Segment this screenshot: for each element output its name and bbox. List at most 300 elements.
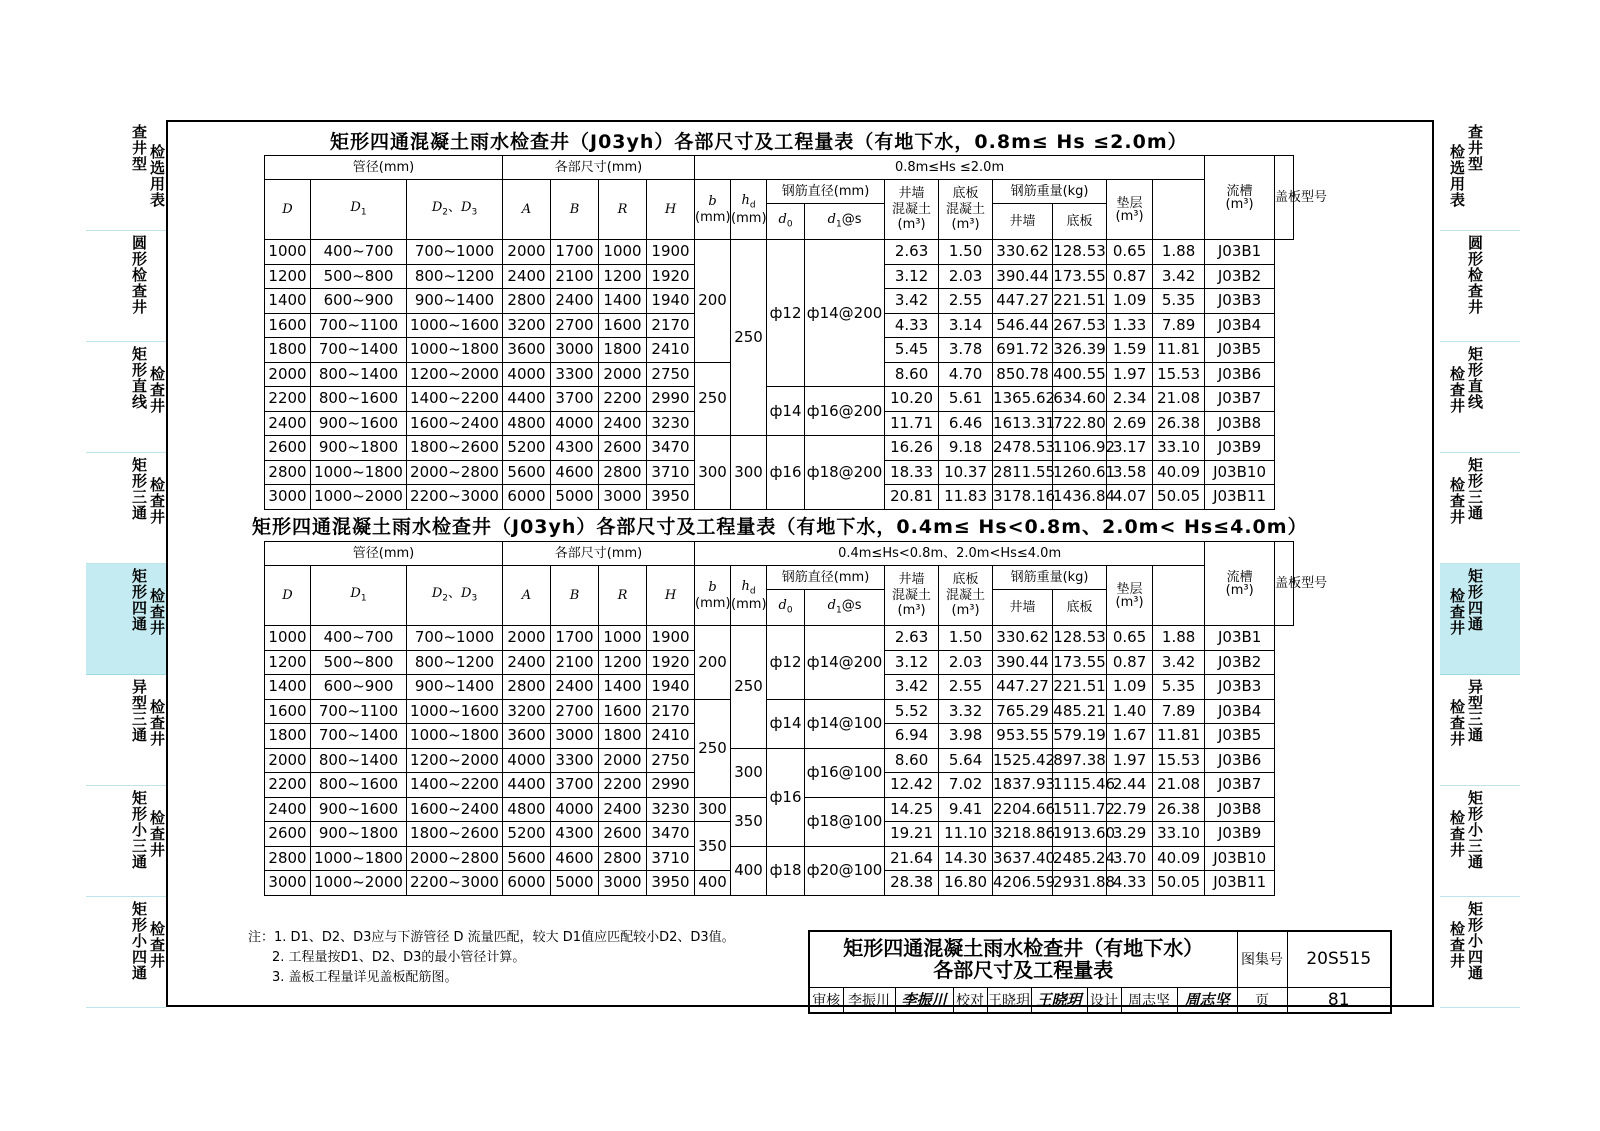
table-cell: 1260.61 (1053, 460, 1107, 485)
table-cell: 2400 (551, 289, 599, 314)
table-cell: 3700 (551, 773, 599, 798)
b-cell: 200 (695, 626, 731, 700)
table-cell: 2.44 (1107, 773, 1153, 798)
col-header-d0: $d_0$ (767, 204, 805, 240)
table-cell: 5000 (551, 871, 599, 896)
table-cell: 2811.55 (993, 460, 1053, 485)
table-cell: 3.12 (885, 264, 939, 289)
table-cell: 4800 (503, 411, 551, 436)
col-header-a: A (503, 180, 551, 240)
table-cell: 6.46 (939, 411, 993, 436)
table-cell: 2000~2800 (407, 846, 503, 871)
table-cell: 20.81 (885, 485, 939, 510)
table-cell: 2000 (503, 626, 551, 651)
table-cell: 546.44 (993, 313, 1053, 338)
table-cell: 2000 (265, 748, 311, 773)
col-header-d: D (265, 180, 311, 240)
dims-header: 各部尺寸(mm) (503, 156, 695, 180)
table-cell: 16.80 (939, 871, 993, 896)
table-cell: J03B1 (1205, 626, 1275, 651)
table-cell: 1365.62 (993, 387, 1053, 412)
table-cell: 3950 (647, 871, 695, 896)
table-cell: 4800 (503, 797, 551, 822)
table-cell: 2.63 (885, 240, 939, 265)
table-cell: 3.42 (885, 675, 939, 700)
index-tab-3[interactable] (1440, 453, 1520, 564)
table-cell: 2000~2800 (407, 460, 503, 485)
table-cell: 1400 (599, 289, 647, 314)
table-cell: 5.35 (1153, 289, 1205, 314)
table-cell: 11.81 (1153, 338, 1205, 363)
index-tab-0[interactable] (1440, 120, 1520, 231)
table-cell: J03B4 (1205, 699, 1275, 724)
hd-cell: 250 (731, 240, 767, 436)
table-cell: 16.26 (885, 436, 939, 461)
index-tab-7[interactable] (1440, 897, 1520, 1008)
col-header-h: H (647, 180, 695, 240)
table-cell: 2000 (503, 240, 551, 265)
table-cell: J03B8 (1205, 411, 1275, 436)
table-cell: 3637.40 (993, 846, 1053, 871)
table-cell: 267.53 (1053, 313, 1107, 338)
table-cell: 1.88 (1153, 626, 1205, 651)
table-cell: 1.33 (1107, 313, 1153, 338)
table-cell: 3.14 (939, 313, 993, 338)
table-cell: 2750 (647, 748, 695, 773)
table-cell: 2800 (503, 675, 551, 700)
table-cell: 3.70 (1107, 846, 1153, 871)
table-cell: 4300 (551, 436, 599, 461)
table-cell: 1800 (265, 338, 311, 363)
d1s-cell: ф18@200 (805, 436, 885, 510)
table-cell: 3178.16 (993, 485, 1053, 510)
col-header-b: b (mm) (695, 180, 731, 240)
atlas-number: 20S515 (1287, 931, 1391, 987)
table-cell: 400~700 (311, 626, 407, 651)
table-cell: 5200 (503, 436, 551, 461)
table-cell: 2000 (265, 362, 311, 387)
table-cell: 1.50 (939, 626, 993, 651)
index-tab-1[interactable] (1440, 231, 1520, 342)
table-cell: J03B9 (1205, 822, 1275, 847)
table-cell: 2990 (647, 773, 695, 798)
design-label: 设计 (1087, 987, 1121, 1013)
index-tab-label-primary: 矩形直线 (1466, 346, 1484, 410)
table-cell: 3710 (647, 846, 695, 871)
table-cell: 2800 (599, 846, 647, 871)
d0-cell: ф12 (767, 240, 805, 387)
index-tab-label-primary: 矩形小三通 (130, 790, 148, 870)
table-cell: 4206.59 (993, 871, 1053, 896)
d0-cell: ф12 (767, 626, 805, 700)
index-tab-4[interactable] (86, 564, 166, 675)
table-cell: 3.42 (1153, 650, 1205, 675)
table-cell: 3950 (647, 485, 695, 510)
d1s-cell: ф14@200 (805, 626, 885, 700)
table-cell: 28.38 (885, 871, 939, 896)
index-tab-6[interactable] (1440, 786, 1520, 897)
table-cell: 14.30 (939, 846, 993, 871)
table-row (265, 748, 1294, 773)
b-cell: 350 (695, 822, 731, 871)
col-header-d1s: $d_1@s$ (805, 204, 885, 240)
table-cell: 3000 (551, 338, 599, 363)
table-cell: 953.55 (993, 724, 1053, 749)
table-cell: 900~1800 (311, 436, 407, 461)
table-cell: 1000 (265, 626, 311, 651)
table-cell: 2400 (599, 411, 647, 436)
table-row (265, 387, 1294, 412)
index-tab-2[interactable] (1440, 342, 1520, 453)
table-cell: 12.42 (885, 773, 939, 798)
index-tab-5[interactable] (1440, 675, 1520, 786)
table-cell: 850.78 (993, 362, 1053, 387)
table-row (265, 699, 1294, 724)
table-cell: 2600 (599, 822, 647, 847)
table-cell: 800~1600 (311, 773, 407, 798)
d1s-cell: ф14@200 (805, 240, 885, 387)
rebar-dia-header: 钢筋直径(mm) (767, 566, 885, 590)
table-cell: 21.64 (885, 846, 939, 871)
table-cell: 2600 (265, 822, 311, 847)
table-cell: 2485.24 (1053, 846, 1107, 871)
index-tab-2[interactable] (86, 342, 166, 453)
index-tab-3[interactable] (86, 453, 166, 564)
col-header-d23: $D_2$、$D_3$ (407, 566, 503, 626)
table-cell: J03B10 (1205, 846, 1275, 871)
table-cell: 3600 (503, 724, 551, 749)
table-cell: 1400 (599, 675, 647, 700)
table-cell: 50.05 (1153, 485, 1205, 510)
col-header-r: R (599, 180, 647, 240)
table-cell: 1800 (599, 724, 647, 749)
table-cell: 7.89 (1153, 699, 1205, 724)
table-cell: 221.51 (1053, 675, 1107, 700)
table-cell: 1.09 (1107, 289, 1153, 314)
index-tab-label-primary: 圆形检查井 (130, 235, 148, 315)
table-cell: 2600 (599, 436, 647, 461)
table-cell: 40.09 (1153, 846, 1205, 871)
table-cell: 1115.46 (1053, 773, 1107, 798)
index-tab-label-primary: 矩形四通 (1466, 568, 1484, 632)
index-tab-label-secondary: 检查井 (148, 810, 166, 858)
table-cell: 3300 (551, 362, 599, 387)
index-tab-label-primary: 查井型 (130, 124, 148, 172)
table-cell: 897.38 (1053, 748, 1107, 773)
table-cell: 485.21 (1053, 699, 1107, 724)
note-2: 2. 工程量按D1、D2、D3的最小管径计算。 (272, 950, 526, 965)
table-cell: J03B4 (1205, 313, 1275, 338)
table-cell: 1800~2600 (407, 822, 503, 847)
table-cell: 1525.42 (993, 748, 1053, 773)
table-cell: 4400 (503, 773, 551, 798)
table-cell: 2700 (551, 699, 599, 724)
table-cell: 15.53 (1153, 362, 1205, 387)
table-cell: 390.44 (993, 264, 1053, 289)
d0-cell: ф14 (767, 699, 805, 748)
table-cell: J03B11 (1205, 485, 1275, 510)
table-cell: J03B8 (1205, 797, 1275, 822)
table-cell: 1106.92 (1053, 436, 1107, 461)
table-cell: 2.79 (1107, 797, 1153, 822)
table-cell: 3200 (503, 699, 551, 724)
col-header-d1: $D_1$ (311, 566, 407, 626)
checker-signature: 王晓玥 (1031, 987, 1087, 1013)
table-cell: 1600 (265, 699, 311, 724)
table-cell: 7.02 (939, 773, 993, 798)
table-cell: J03B6 (1205, 362, 1275, 387)
table-cell: 2200 (599, 773, 647, 798)
table-cell: 5.61 (939, 387, 993, 412)
col-header-wall-weight: 井墙 (993, 204, 1053, 240)
col-header-b: B (551, 566, 599, 626)
index-tab-label-primary: 矩形三通 (130, 457, 148, 521)
table-cell: 700~1100 (311, 699, 407, 724)
index-tab-label-primary: 矩形四通 (130, 568, 148, 632)
table-cell: 800~1400 (311, 362, 407, 387)
index-tab-label-primary: 圆形检查井 (1466, 235, 1484, 315)
table-cell: 2400 (551, 675, 599, 700)
index-tab-label-primary: 矩形三通 (1466, 457, 1484, 521)
table-cell: 1920 (647, 264, 695, 289)
col-header-h: H (647, 566, 695, 626)
b-cell: 250 (695, 699, 731, 797)
table-cell: 3.12 (885, 650, 939, 675)
index-tab-label-secondary: 检查井 (148, 921, 166, 969)
table-cell: 1000~1600 (407, 699, 503, 724)
table-cell: J03B2 (1205, 650, 1275, 675)
table-cell: 2000 (599, 748, 647, 773)
table-cell: 4300 (551, 822, 599, 847)
table-cell: 21.08 (1153, 773, 1205, 798)
index-tab-1[interactable] (86, 231, 166, 342)
table-cell: 11.81 (1153, 724, 1205, 749)
table-cell: 2.34 (1107, 387, 1153, 412)
table-cell: 2410 (647, 338, 695, 363)
table-cell: 1.88 (1153, 240, 1205, 265)
table-cell: 15.53 (1153, 748, 1205, 773)
table-cell: 800~1200 (407, 650, 503, 675)
table-cell: 1000 (599, 626, 647, 651)
table-cell: 5000 (551, 485, 599, 510)
table-cell: 1.40 (1107, 699, 1153, 724)
index-tab-label-secondary: 检查井 (1448, 588, 1466, 636)
table-cell: 900~1800 (311, 822, 407, 847)
table-cell: 5.52 (885, 699, 939, 724)
table-cell: 900~1400 (407, 289, 503, 314)
table1-title: 矩形四通混凝土雨水检查井（J03yh）各部尺寸及工程量表（有地下水，0.8m≤ Hs ≤2.0m） (330, 131, 1188, 153)
table-cell: J03B5 (1205, 724, 1275, 749)
table-cell: 3.29 (1107, 822, 1153, 847)
d1s-cell: ф20@100 (805, 846, 885, 895)
table-cell: 1.59 (1107, 338, 1153, 363)
table-cell: 2700 (551, 313, 599, 338)
reviewer-name: 李振川 (843, 987, 895, 1013)
table-cell: 1.97 (1107, 362, 1153, 387)
index-tab-5[interactable] (86, 675, 166, 786)
table-cell: 2200 (265, 387, 311, 412)
table-cell: 3470 (647, 436, 695, 461)
table-cell: 2100 (551, 650, 599, 675)
well-concrete-header: 井墙 混凝土 (m³) (885, 180, 939, 240)
table2 (264, 541, 1328, 896)
d0-cell: ф16 (767, 436, 805, 510)
table-cell: 3230 (647, 411, 695, 436)
checker-name: 王晓玥 (987, 987, 1031, 1013)
note-3: 3. 盖板工程量详见盖板配筋图。 (272, 970, 458, 985)
table-cell: 0.65 (1107, 626, 1153, 651)
table-cell: 2990 (647, 387, 695, 412)
table-cell: 5600 (503, 460, 551, 485)
table-cell: 6.94 (885, 724, 939, 749)
table-cell: 3.42 (885, 289, 939, 314)
table-cell: 2.55 (939, 675, 993, 700)
table-cell: 33.10 (1153, 436, 1205, 461)
index-tab-label-primary: 矩形小三通 (1466, 790, 1484, 870)
table-cell: 1800 (599, 338, 647, 363)
table-cell: 1436.84 (1053, 485, 1107, 510)
table-cell: 3.17 (1107, 436, 1153, 461)
d0-cell: ф14 (767, 387, 805, 436)
table-cell: 1800~2600 (407, 436, 503, 461)
index-tab-0[interactable] (86, 120, 166, 231)
table-cell: 10.37 (939, 460, 993, 485)
table-cell: J03B10 (1205, 460, 1275, 485)
table1 (264, 155, 1328, 510)
check-label: 校对 (953, 987, 987, 1013)
hd-cell: 250 (731, 626, 767, 749)
table-cell: 1000~1600 (407, 313, 503, 338)
index-tab-4[interactable] (1440, 564, 1520, 675)
table-cell: 5.35 (1153, 675, 1205, 700)
table-cell: 3.78 (939, 338, 993, 363)
col-header-hd: $h_d$ (mm) (731, 180, 767, 240)
pipe-header: 管径(mm) (265, 156, 503, 180)
table-cell: 2600 (265, 436, 311, 461)
table-cell: 21.08 (1153, 387, 1205, 412)
table-cell: 2200~3000 (407, 485, 503, 510)
table-cell: 0.87 (1107, 650, 1153, 675)
table-cell: J03B2 (1205, 264, 1275, 289)
table-cell: 1000~1800 (311, 460, 407, 485)
table-cell: 40.09 (1153, 460, 1205, 485)
table-cell: 800~1400 (311, 748, 407, 773)
table-cell: 1000~1800 (407, 338, 503, 363)
index-tab-label-primary: 矩形小四通 (130, 901, 148, 981)
table-cell: 3000 (265, 871, 311, 896)
table-cell: 0.87 (1107, 264, 1153, 289)
table-cell: 2.03 (939, 264, 993, 289)
table-cell: 1600 (265, 313, 311, 338)
table-cell: 900~1400 (407, 675, 503, 700)
index-tab-label-primary: 查井型 (1466, 124, 1484, 172)
table-cell: 9.18 (939, 436, 993, 461)
table-cell: 4.33 (1107, 871, 1153, 896)
cushion-header: 垫层 (m³) (1107, 566, 1153, 626)
table-cell: 1.09 (1107, 675, 1153, 700)
table-cell: 10.20 (885, 387, 939, 412)
table-cell: 1400 (265, 675, 311, 700)
col-header-hd: $h_d$ (mm) (731, 566, 767, 626)
index-tab-label-secondary: 检查井 (1448, 810, 1466, 858)
table-cell: J03B3 (1205, 289, 1275, 314)
table-cell: 173.55 (1053, 264, 1107, 289)
table-cell: 3218.86 (993, 822, 1053, 847)
title-block (808, 930, 1392, 1014)
index-tab-7[interactable] (86, 897, 166, 1008)
table-cell: 447.27 (993, 675, 1053, 700)
col-header-b: b (mm) (695, 566, 731, 626)
table-cell: 579.19 (1053, 724, 1107, 749)
rebar-dia-header: 钢筋直径(mm) (767, 180, 885, 204)
pipe-header: 管径(mm) (265, 542, 503, 566)
table-cell: 1000 (265, 240, 311, 265)
table-cell: 800~1600 (311, 387, 407, 412)
table-cell: J03B5 (1205, 338, 1275, 363)
col-header-bottom-weight: 底板 (1053, 204, 1107, 240)
table-cell: 2200 (265, 773, 311, 798)
col-header-bottom-weight: 底板 (1053, 590, 1107, 626)
table-cell: 2400 (265, 411, 311, 436)
range-header: 0.4m≤Hs<0.8m、2.0m<Hs≤4.0m (695, 542, 1205, 566)
table-cell: 5.45 (885, 338, 939, 363)
table-cell: 4400 (503, 387, 551, 412)
table-cell: 2400 (265, 797, 311, 822)
table-cell: 2410 (647, 724, 695, 749)
table-cell: 1200 (265, 650, 311, 675)
table-cell: 447.27 (993, 289, 1053, 314)
table-cell: 50.05 (1153, 871, 1205, 896)
table-cell: 1200 (599, 264, 647, 289)
table-cell: 3.42 (1153, 264, 1205, 289)
table2-title: 矩形四通混凝土雨水检查井（J03yh）各部尺寸及工程量表（有地下水，0.4m≤ Hs<0.8m、2.0m< Hs≤4.0m） (252, 516, 1308, 538)
table-cell: 2478.53 (993, 436, 1053, 461)
col-header-d23: $D_2$、$D_3$ (407, 180, 503, 240)
index-tab-6[interactable] (86, 786, 166, 897)
table-cell: 1000~2000 (311, 871, 407, 896)
table-cell: 2.55 (939, 289, 993, 314)
table-cell: 1.97 (1107, 748, 1153, 773)
table-cell: 2800 (599, 460, 647, 485)
table-cell: 3600 (503, 338, 551, 363)
table-cell: 700~1000 (407, 240, 503, 265)
left-index-tabs (86, 120, 166, 1008)
drawing-title: 矩形四通混凝土雨水检查井（有地下水） 各部尺寸及工程量表 (809, 931, 1237, 987)
bottom-concrete-header: 底板 混凝土 (m³) (939, 180, 993, 240)
col-header-d0: $d_0$ (767, 590, 805, 626)
table-cell: 128.53 (1053, 626, 1107, 651)
table-cell: 634.60 (1053, 387, 1107, 412)
table-cell: 3.32 (939, 699, 993, 724)
table-cell: 2800 (265, 846, 311, 871)
cover-header: 盖板型号 (1275, 156, 1294, 240)
table-cell: 3200 (503, 313, 551, 338)
table-cell: J03B1 (1205, 240, 1275, 265)
table-cell: 4600 (551, 846, 599, 871)
table-cell: 4000 (503, 748, 551, 773)
table-cell: 5200 (503, 822, 551, 847)
table-cell: 1200~2000 (407, 362, 503, 387)
table-cell: 390.44 (993, 650, 1053, 675)
table-cell: 26.38 (1153, 411, 1205, 436)
table-cell: 3000 (265, 485, 311, 510)
table-cell: 400.55 (1053, 362, 1107, 387)
table-cell: 3300 (551, 748, 599, 773)
table-cell: J03B7 (1205, 773, 1275, 798)
table-cell: 173.55 (1053, 650, 1107, 675)
index-tab-label-secondary: 检查井 (1448, 477, 1466, 525)
table-cell: 1.50 (939, 240, 993, 265)
